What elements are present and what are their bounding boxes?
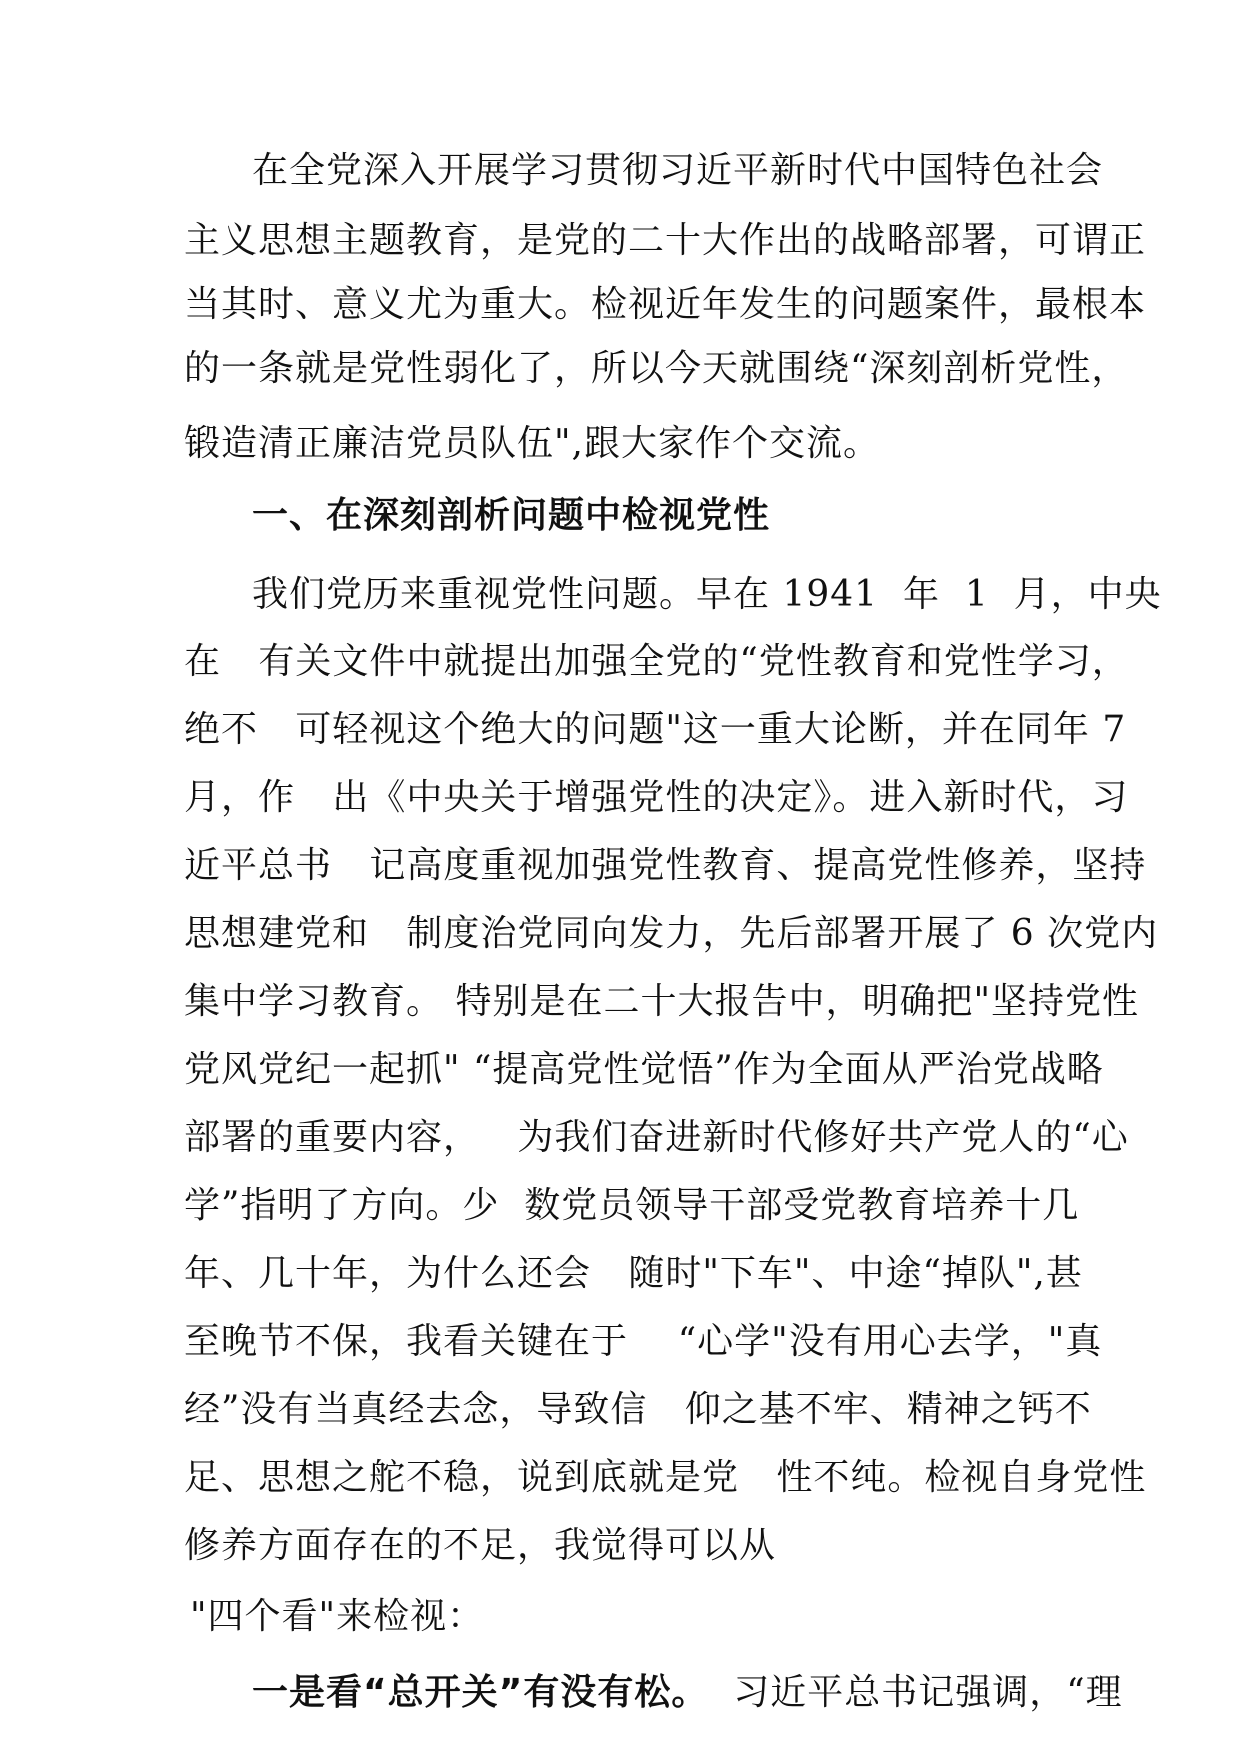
body-line-10: 学”指明了方向。少 数党员领导干部受党教育培养十几: [184, 1185, 1080, 1226]
intro-line-1: 在全党深入开展学习贯彻习近平新时代中国特色社会: [252, 150, 1104, 191]
body-line-15: 修养方面存在的不足，我觉得可以从: [184, 1525, 777, 1566]
body-line-1: 我们党历来重视党性问题。早在 1941 年 1 月，中央: [252, 574, 1162, 615]
intro-line-4: 的一条就是党性弱化了，所以今天就围绕“深刻剖析党性，: [184, 348, 1129, 389]
body-line-2: 在 有关文件中就提出加强全党的“党性教育和党性学习，: [184, 641, 1129, 682]
section-heading: 一、在深刻剖析问题中检视党性: [252, 495, 771, 536]
body-line-12: 至晚节不保，我看关键在于 “心学"没有用心去学，"真: [184, 1321, 1103, 1362]
point-one-line: [252, 1668, 1123, 1718]
point-one-text: 习近平总书记强调，“理: [708, 1672, 1123, 1713]
body-line-8: 党风党纪一起抓" “提高党性觉悟”作为全面从严治党战略: [184, 1049, 1104, 1090]
body-line-14: 足、思想之舵不稳，说到底就是党 性不纯。检视自身党性: [184, 1457, 1147, 1498]
body-line-3: 绝不 可轻视这个绝大的问题"这一重大论断，并在同年 7: [184, 709, 1127, 750]
body-line-11: 年、几十年，为什么还会 随时"下车"、中途“掉队",甚: [184, 1253, 1083, 1294]
intro-line-5: 锻造清正廉洁党员队伍",跟大家作个交流。: [184, 423, 881, 464]
body-line-9: 部署的重要内容， 为我们奋进新时代修好共产党人的“心: [184, 1117, 1129, 1158]
body-line-4: 月，作 出《中央关于增强党性的决定》。进入新时代，习: [184, 777, 1129, 818]
point-one-lead: 一是看“总开关”有没有松。: [252, 1672, 709, 1713]
body-line-6: 思想建党和 制度治党同向发力，先后部署开展了 6 次党内: [184, 913, 1159, 954]
intro-line-2: 主义思想主题教育，是党的二十大作出的战略部署，可谓正: [184, 220, 1147, 261]
intro-line-3: 当其时、意义尤为重大。检视近年发生的问题案件，最根本: [184, 284, 1147, 325]
body-line-7: 集中学习教育。 特别是在二十大报告中，明确把"坚持党性: [184, 981, 1140, 1022]
body-line-5: 近平总书 记高度重视加强党性教育、提高党性修养，坚持: [184, 845, 1147, 886]
four-looks-line: "四个看"来检视：: [190, 1596, 485, 1637]
body-line-13: 经”没有当真经去念，导致信 仰之基不牢、精神之钙不: [184, 1389, 1092, 1430]
